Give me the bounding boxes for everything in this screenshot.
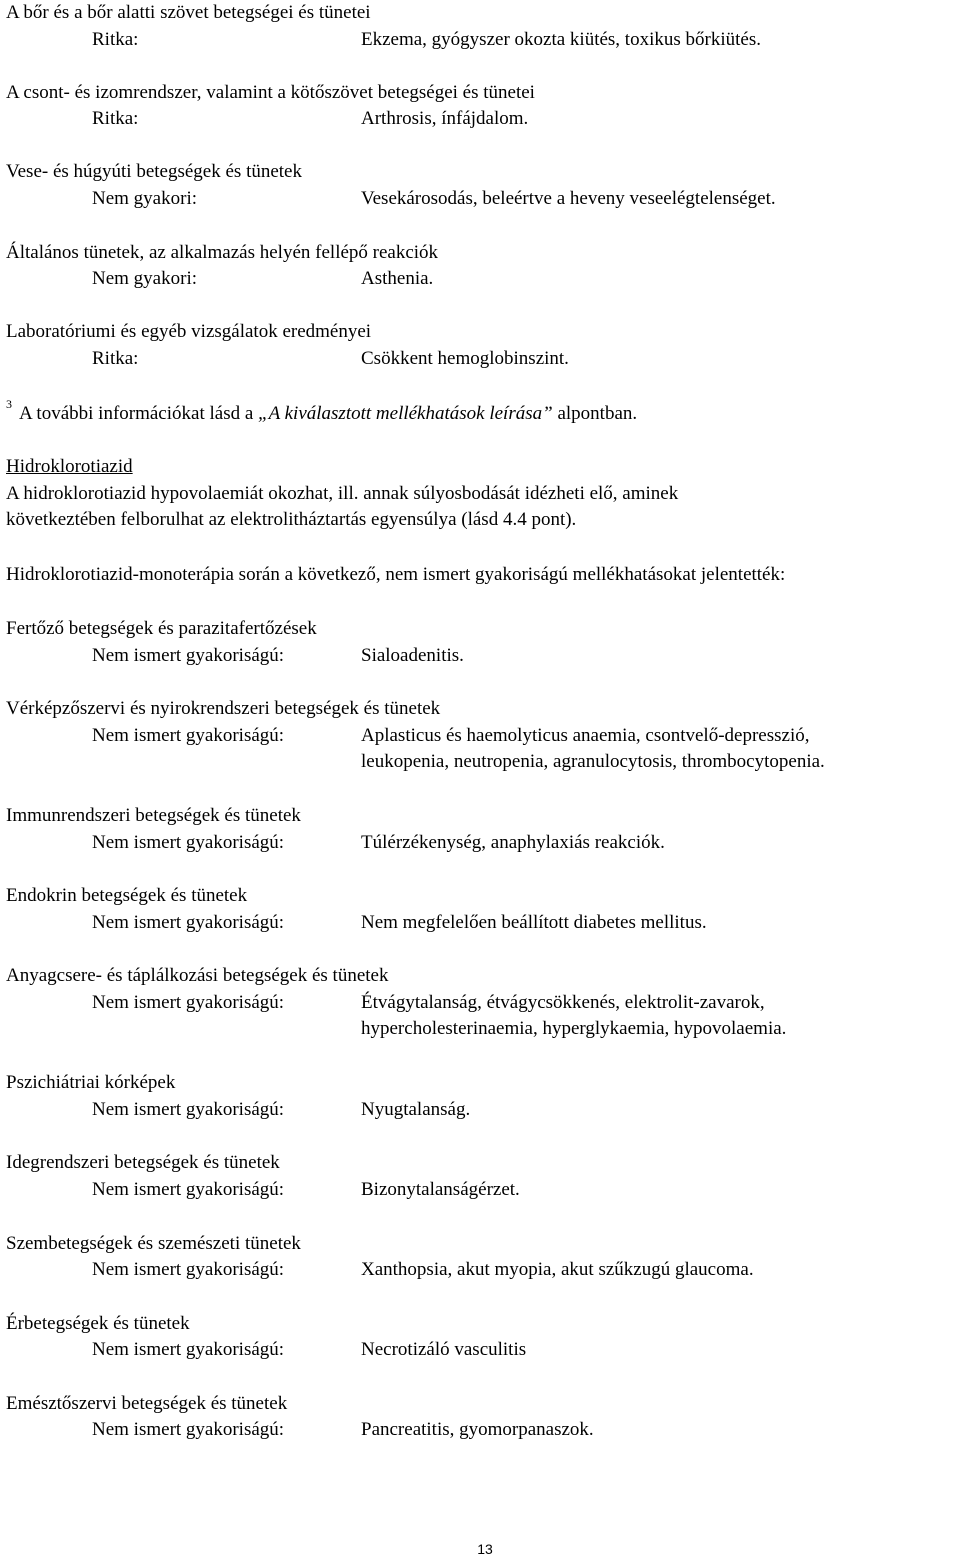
frequency-label: Nem ismert gyakoriságú: xyxy=(92,1179,285,1200)
effect-text-continued: leukopenia, neutropenia, agranulocytosis, thrombocytopenia. xyxy=(361,751,825,772)
frequency-label: Nem ismert gyakoriságú: xyxy=(92,1339,285,1360)
effect-text: Nem megfelelően beállított diabetes mellitus. xyxy=(361,912,707,933)
effect-text: Sialoadenitis. xyxy=(361,645,464,666)
hctz-heading-gastrointestinal: Emésztőszervi betegségek és tünetek xyxy=(6,1393,288,1414)
hctz-intro: Hidroklorotiazid-monoterápia során a következő, nem ismert gyakoriságú mellékhatásokat jelentették: xyxy=(6,564,786,585)
effect-text: Étvágytalanság, étvágycsökkenés, elektrolit-zavarok, xyxy=(361,992,765,1013)
footnote-marker: 3 xyxy=(6,397,12,411)
frequency-label: Nem ismert gyakoriságú: xyxy=(92,645,285,666)
hctz-heading-endocrine: Endokrin betegségek és tünetek xyxy=(6,885,248,906)
hctz-heading-infections: Fertőző betegségek és parazitafertőzések xyxy=(6,618,317,639)
page-number: 13 xyxy=(477,1541,493,1557)
footnote-text xyxy=(19,403,637,425)
frequency-label: Ritka: xyxy=(92,108,139,129)
section-heading-musculoskeletal: A csont- és izomrendszer, valamint a kötőszövet betegségei és tünetei xyxy=(6,82,535,103)
hctz-heading-vascular: Érbetegségek és tünetek xyxy=(6,1313,190,1334)
effect-text: Aplasticus és haemolyticus anaemia, csontvelő-depresszió, xyxy=(361,725,810,746)
hctz-heading-blood: Vérképzőszervi és nyirokrendszeri betegségek és tünetek xyxy=(6,698,441,719)
effect-text: Bizonytalanságérzet. xyxy=(361,1179,520,1200)
frequency-label: Nem ismert gyakoriságú: xyxy=(92,1419,285,1440)
frequency-label: Nem ismert gyakoriságú: xyxy=(92,1259,285,1280)
effect-text: Asthenia. xyxy=(361,268,434,289)
frequency-label: Ritka: xyxy=(92,348,139,369)
effect-text: Nyugtalanság. xyxy=(361,1099,471,1120)
effect-text: Pancreatitis, gyomorpanaszok. xyxy=(361,1419,594,1440)
footnote-before: A további információkat lásd a xyxy=(19,403,259,424)
frequency-label: Nem ismert gyakoriságú: xyxy=(92,725,285,746)
frequency-label: Nem gyakori: xyxy=(92,188,198,209)
section-heading-skin: A bőr és a bőr alatti szövet betegségei és tünetei xyxy=(6,2,371,23)
frequency-label: Ritka: xyxy=(92,29,139,50)
effect-text: Vesekárosodás, beleértve a heveny veseelégtelenséget. xyxy=(361,188,776,209)
section-heading-general: Általános tünetek, az alkalmazás helyén fellépő reakciók xyxy=(6,242,439,263)
hctz-paragraph-line-2: következtében felborulhat az elektrolitháztartás egyensúlya (lásd 4.4 pont). xyxy=(6,509,577,530)
footnote-italic: „A kiválasztott mellékhatások leírása” xyxy=(258,403,553,424)
hctz-heading-immune: Immunrendszeri betegségek és tünetek xyxy=(6,805,301,826)
hctz-paragraph-line-1: A hidroklorotiazid hypovolaemiát okozhat, ill. annak súlyosbodását idézheti elő, aminek xyxy=(6,483,679,504)
effect-text: Ekzema, gyógyszer okozta kiütés, toxikus bőrkiütés. xyxy=(361,29,761,50)
hctz-heading-psychiatric: Pszichiátriai kórképek xyxy=(6,1072,176,1093)
frequency-label: Nem ismert gyakoriságú: xyxy=(92,992,285,1013)
effect-text: Arthrosis, ínfájdalom. xyxy=(361,108,529,129)
frequency-label: Nem gyakori: xyxy=(92,268,198,289)
effect-text: Xanthopsia, akut myopia, akut szűkzugú glaucoma. xyxy=(361,1259,754,1280)
frequency-label: Nem ismert gyakoriságú: xyxy=(92,832,285,853)
effect-text-continued: hypercholesterinaemia, hyperglykaemia, hypovolaemia. xyxy=(361,1018,787,1039)
hctz-heading-nervous: Idegrendszeri betegségek és tünetek xyxy=(6,1152,280,1173)
section-heading-renal: Vese- és húgyúti betegségek és tünetek xyxy=(6,161,302,182)
effect-text: Necrotizáló vasculitis xyxy=(361,1339,527,1360)
hctz-heading-metabolism: Anyagcsere- és táplálkozási betegségek és tünetek xyxy=(6,965,389,986)
hctz-title: Hidroklorotiazid xyxy=(6,456,133,477)
footnote-after: alpontban. xyxy=(552,403,638,424)
frequency-label: Nem ismert gyakoriságú: xyxy=(92,1099,285,1120)
hctz-heading-eye: Szembetegségek és szemészeti tünetek xyxy=(6,1233,301,1254)
effect-text: Csökkent hemoglobinszint. xyxy=(361,348,569,369)
frequency-label: Nem ismert gyakoriságú: xyxy=(92,912,285,933)
section-heading-laboratory: Laboratóriumi és egyéb vizsgálatok eredményei xyxy=(6,321,372,342)
effect-text: Túlérzékenység, anaphylaxiás reakciók. xyxy=(361,832,665,853)
